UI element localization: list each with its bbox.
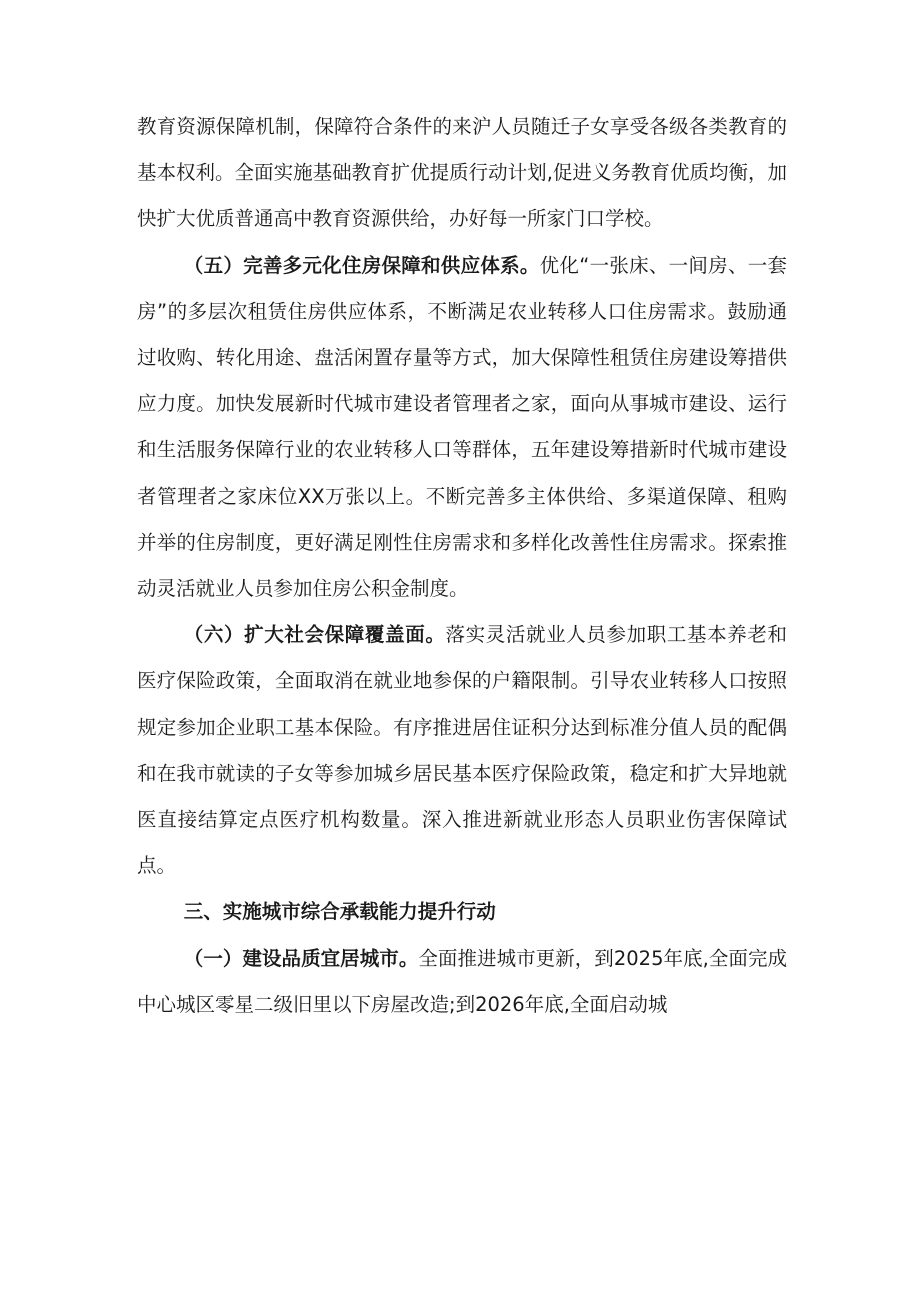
section-heading: 三、实施城市综合承载能力提升行动: [183, 900, 496, 924]
paragraph-social-security: [137, 612, 787, 889]
paragraph-lead-social-security: （六）扩大社会保障覆盖面。: [183, 623, 446, 647]
paragraph-text-housing: 优化“一张床、一间房、一套房”的多层次租赁住房供应体系，不断满足农业转移人口住房需求。鼓励通过收购、转化用途、盘活闲置存量等方式，加大保障性租赁住房建设筹措供应力度。加快发展新时代城市建设者管理者之家，面向从事城市建设、运行和生活服务保障行业的农业转移人口等群体，五年建设筹措新时代城市建设者管理者之家床位XX万张以上。不断完善多主体供给、多渠道保障、租购并举的住房制度，更好满足刚性住房需求和多样化改善性住房需求。探索推动灵活就业人员参加住房公积金制度。: [137, 253, 787, 601]
paragraph-continuation: [137, 104, 787, 243]
paragraph-housing: [137, 243, 787, 613]
paragraph-lead-housing: （五）完善多元化住房保障和供应体系。: [183, 253, 540, 277]
paragraph-text-livable-city: 全面推进城市更新，到2025年底,全面完成中心城区零星二级旧里以下房屋改造;到2026年底,全面启动城: [137, 946, 787, 1016]
paragraph-lead-livable-city: （一）建设品质宜居城市。: [183, 946, 419, 970]
document-page: [137, 104, 787, 1028]
paragraph-livable-city: [137, 936, 787, 1028]
paragraph-text: 教育资源保障机制，保障符合条件的来沪人员随迁子女享受各级各类教育的基本权利。全面实施基础教育扩优提质行动计划,促进义务教育优质均衡，加快扩大优质普通高中教育资源供给，办好每一所家门口学校。: [137, 115, 787, 231]
paragraph-text-social-security: 落实灵活就业人员参加职工基本养老和医疗保险政策，全面取消在就业地参保的户籍限制。引导农业转移人口按照规定参加企业职工基本保险。有序推进居住证积分达到标准分值人员的配偶和在我市就读的子女等参加城乡居民基本医疗保险政策，稳定和扩大异地就医直接结算定点医疗机构数量。深入推进新就业形态人员职业伤害保障试点。: [137, 623, 787, 878]
